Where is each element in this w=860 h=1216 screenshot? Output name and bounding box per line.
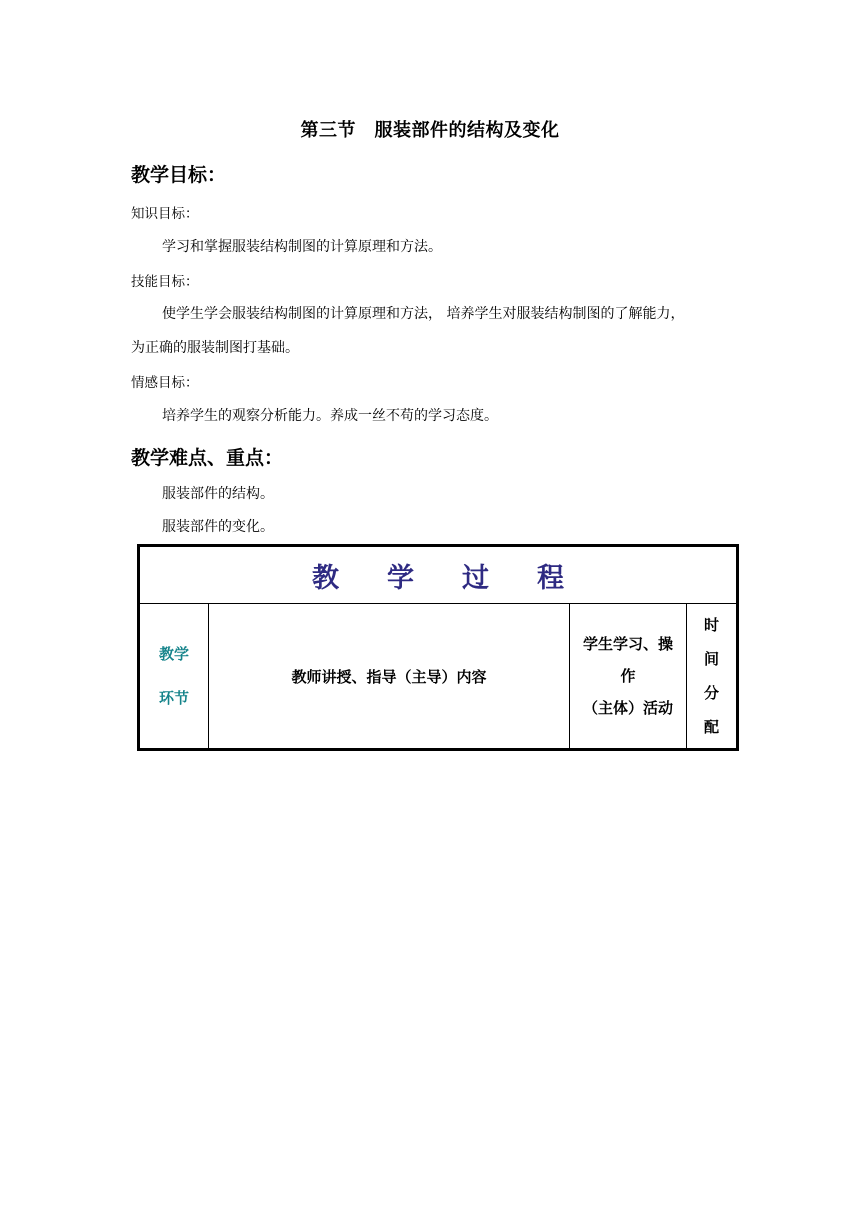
header-text: 学生学习、操: [582, 635, 673, 653]
emotion-goal-label: 情感目标：: [131, 375, 199, 391]
time-allocation-header: [687, 604, 738, 750]
header-text: 教学: [158, 645, 189, 663]
header-text: （主体）活动: [582, 699, 673, 717]
header-text: 环节: [158, 689, 189, 707]
header-text: 分: [703, 684, 719, 702]
header-text: 间: [703, 650, 719, 668]
teaching-process-table: [137, 544, 739, 751]
skill-goal-text-line1: 使学生学会服装结构制图的计算原理和方法， 培养学生对服装结构制图的了解能力，: [162, 306, 685, 322]
knowledge-goal-label: 知识目标：: [131, 206, 199, 222]
key-point-item: 服装部件的结构。: [162, 486, 274, 502]
header-text: 作: [620, 667, 636, 685]
skill-goal-text-line2: 为正确的服装制图打基础。: [131, 340, 299, 356]
key-points-heading: 教学难点、重点：: [131, 447, 284, 469]
page-title: 第三节 服装部件的结构及变化: [300, 120, 560, 141]
student-activity-header: [570, 604, 687, 750]
header-text: 配: [703, 718, 719, 736]
table-heading: 教学过程: [139, 546, 738, 604]
teaching-stage-header: [139, 604, 209, 750]
teacher-content-header: 教师讲授、指导（主导）内容: [209, 604, 570, 750]
skill-goal-label: 技能目标：: [131, 274, 199, 290]
emotion-goal-text: 培养学生的观察分析能力。养成一丝不苟的学习态度。: [162, 408, 498, 424]
key-point-item: 服装部件的变化。: [162, 519, 274, 535]
goals-heading: 教学目标：: [131, 164, 227, 186]
knowledge-goal-text: 学习和掌握服装结构制图的计算原理和方法。: [162, 239, 442, 255]
header-text: 时: [703, 616, 719, 634]
